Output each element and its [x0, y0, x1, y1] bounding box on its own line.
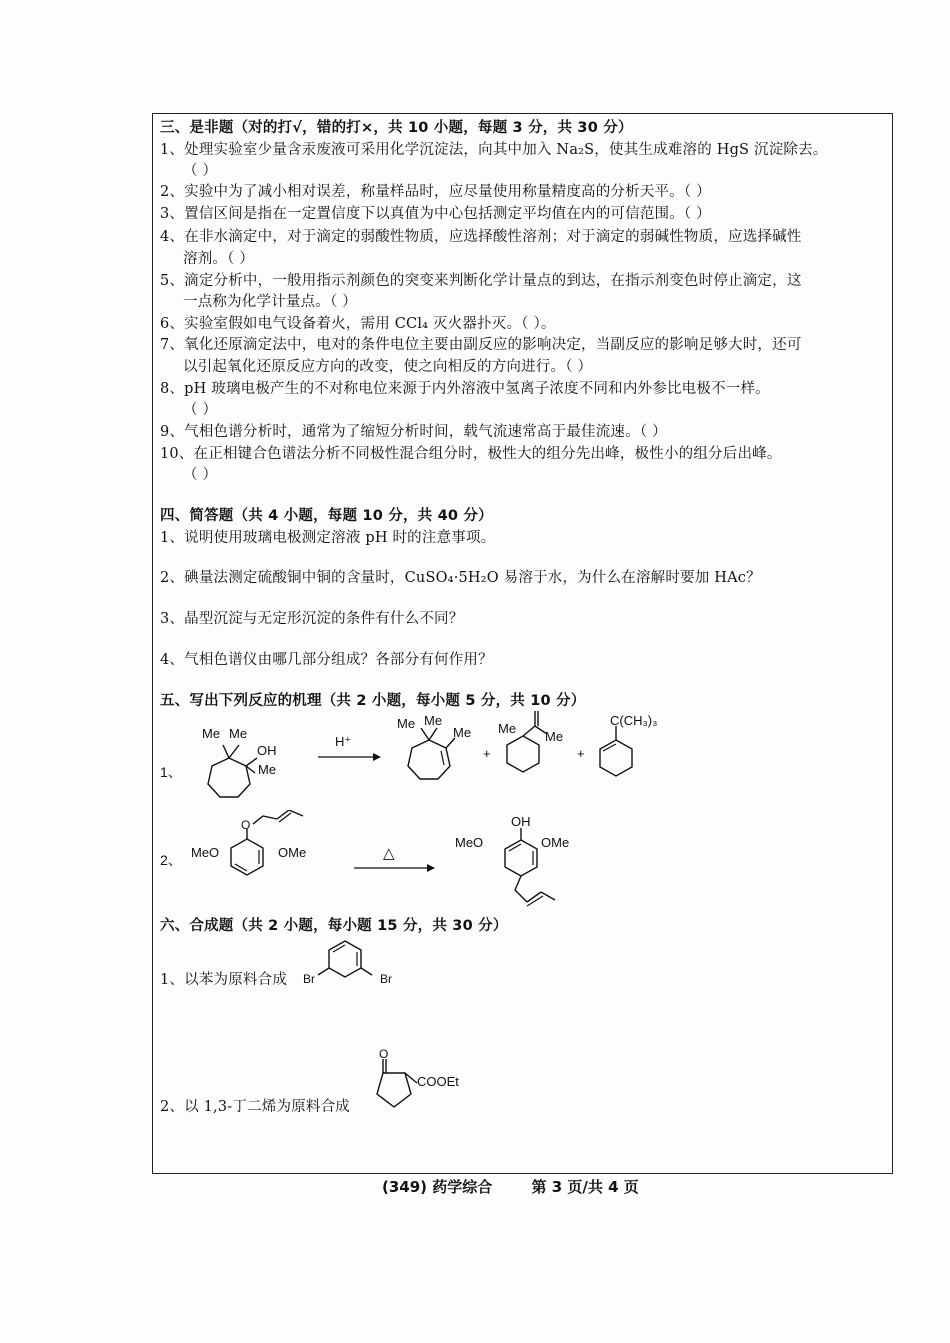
methyl-bond: [229, 745, 239, 758]
reaction-1-scheme: [155, 710, 695, 815]
methoxy-label: OMe: [541, 835, 570, 850]
arrow-head: [427, 864, 435, 872]
cycloheptene-ring: [408, 740, 450, 779]
q3-2: 2、实验中为了减小相对误差，称量样品时，应尽量使用称量精度高的分析天平。（ ）: [160, 184, 711, 200]
bromo-label: Br: [303, 972, 315, 986]
methyl-bond: [541, 892, 555, 900]
page-number: 第 3 页/共 4 页: [531, 1178, 639, 1196]
arrow-head: [373, 753, 381, 761]
reaction-1-number: 1、: [160, 764, 182, 780]
q3-7: 7、氧化还原滴定法中，电对的条件电位主要由副反应的影响决定，当副反应的影响足够大时，还可: [160, 337, 802, 353]
bromo-bond: [361, 968, 372, 975]
section3-heading: 三、是非题（对的打√，错的打×，共 10 小题，每题 3 分，共 30 分）: [160, 120, 633, 136]
cycloheptane-ring: [208, 758, 250, 797]
q3-5: 5、滴定分析中，一般用指示剂颜色的突变来判断化学计量点的到达，在指示剂变色时停止滴定，这: [160, 273, 802, 289]
answer-blank: （ ）: [183, 402, 218, 418]
cyclopentane-ring: [377, 1073, 411, 1107]
methoxy-label: MeO: [455, 835, 484, 850]
methyl-label: Me: [258, 762, 277, 777]
q3-4: 4、在非水滴定中，对于滴定的弱酸性物质，应选择酸性溶剂；对于滴定的弱碱性物质，应选择碱性: [160, 229, 802, 245]
q3-10: 10、在正相键合色谱法分析不同极性混合组分时，极性大的组分先出峰，极性小的组分后出峰。: [160, 446, 782, 462]
methyl-bond: [429, 728, 437, 740]
q6-2: 2、以 1,3-丁二烯为原料合成: [160, 1099, 350, 1115]
double-bond: [441, 751, 444, 765]
methyl-bond: [223, 745, 229, 758]
q3-8: 8、pH 玻璃电极产生的不对称电位来源于内外溶液中氢离子浓度不同和内外参比电极不一样。: [160, 381, 770, 397]
ester-label: COOEt: [417, 1074, 459, 1089]
plus-sign: +: [483, 746, 491, 761]
isopropenyl-bond: [523, 726, 535, 736]
q3-1: 1、处理实验室少量含汞废液可采用化学沉淀法，向其中加入 Na₂S，使其生成难溶的 HgS 沉淀除去。: [160, 142, 828, 158]
reagent-label: H⁺: [335, 734, 352, 749]
hydroxyl-bond: [246, 758, 257, 766]
methyl-label: Me: [424, 713, 443, 728]
hydroxyl-label: OH: [511, 814, 531, 829]
page-footer: [382, 1176, 673, 1197]
q4-1: 1、说明使用玻璃电极测定溶液 pH 时的注意事项。: [160, 530, 496, 546]
section6-heading: 六、合成题（共 2 小题，每小题 15 分，共 30 分）: [160, 918, 508, 934]
benzene-ring: [505, 840, 537, 876]
course-name: (349) 药学综合: [382, 1178, 493, 1196]
heat-symbol: △: [383, 845, 395, 862]
q3-5-cont: 一点称为化学计量点。（ ）: [183, 294, 357, 310]
section4-heading: 四、简答题（共 4 小题，每题 10 分，共 40 分）: [160, 508, 493, 524]
methyl-label: Me: [453, 725, 472, 740]
q3-6: 6、实验室假如电气设备着火，需用 CCl₄ 灭火器扑灭。（ ）。: [160, 316, 556, 332]
alkene-bond: [279, 813, 291, 822]
methyl-label: Me: [202, 726, 221, 741]
plus-sign: +: [577, 746, 585, 761]
methyl-label: Me: [498, 721, 517, 736]
methyl-label: Me: [397, 716, 416, 731]
alkene-bond: [527, 892, 541, 902]
methyl-label: Me: [229, 726, 248, 741]
propenyl-chain: [515, 876, 527, 902]
benzene-ring: [329, 941, 361, 977]
cyclohexane-ring: [507, 736, 539, 772]
benzene-ring: [231, 839, 263, 875]
methoxy-label: MeO: [191, 845, 220, 860]
q4-2: 2、碘量法测定硫酸铜中铜的含量时，CuSO₄·5H₂O 易溶于水，为什么在溶解时要加 HAc？: [160, 570, 761, 586]
reaction-2-number: 2、: [160, 852, 182, 868]
tbutyl-label: C(CH₃)₃: [610, 713, 658, 728]
q3-9: 9、气相色谱分析时，通常为了缩短分析时间，载气流速常高于最佳流速。（ ）: [160, 424, 667, 440]
methoxy-label: OMe: [278, 845, 307, 860]
bromo-label: Br: [380, 972, 392, 986]
section5-heading: 五、写出下列反应的机理（共 2 小题，每小题 5 分，共 10 分）: [160, 693, 586, 709]
cyclopentanone-ester-structure: [365, 1045, 475, 1120]
q3-7-cont: 以引起氧化还原反应方向的改变，使之向相反的方向进行。（ ）: [183, 359, 593, 375]
dibromobenzene-structure: [300, 935, 410, 995]
double-bond: [603, 744, 616, 751]
q6-1: 1、以苯为原料合成: [160, 972, 288, 988]
answer-blank: （ ）: [183, 467, 218, 483]
answer-blank: （ ）: [183, 163, 218, 179]
q4-3: 3、晶型沉淀与无定形沉淀的条件有什么不同？: [160, 611, 464, 627]
carbonyl-oxygen: O: [379, 1047, 389, 1061]
q4-4: 4、气相色谱仪由哪几部分组成？各部分有何作用？: [160, 652, 493, 668]
methyl-label: Me: [545, 729, 564, 744]
methyl-bond: [421, 728, 429, 740]
cyclohexene-ring: [600, 740, 632, 776]
q3-4-cont: 溶剂。（ ）: [183, 251, 255, 267]
ether-oxygen: O: [241, 818, 251, 832]
alkene-bond: [277, 810, 289, 819]
bromo-bond: [318, 968, 329, 975]
hydroxyl-label: OH: [257, 743, 277, 758]
allyl-chain: [253, 816, 277, 824]
q3-3: 3、置信区间是指在一定置信度下以真值为中心包括测定平均值在内的可信范围。（ ）: [160, 206, 711, 222]
reaction-2-scheme: [155, 810, 605, 910]
methyl-bond: [289, 810, 303, 816]
